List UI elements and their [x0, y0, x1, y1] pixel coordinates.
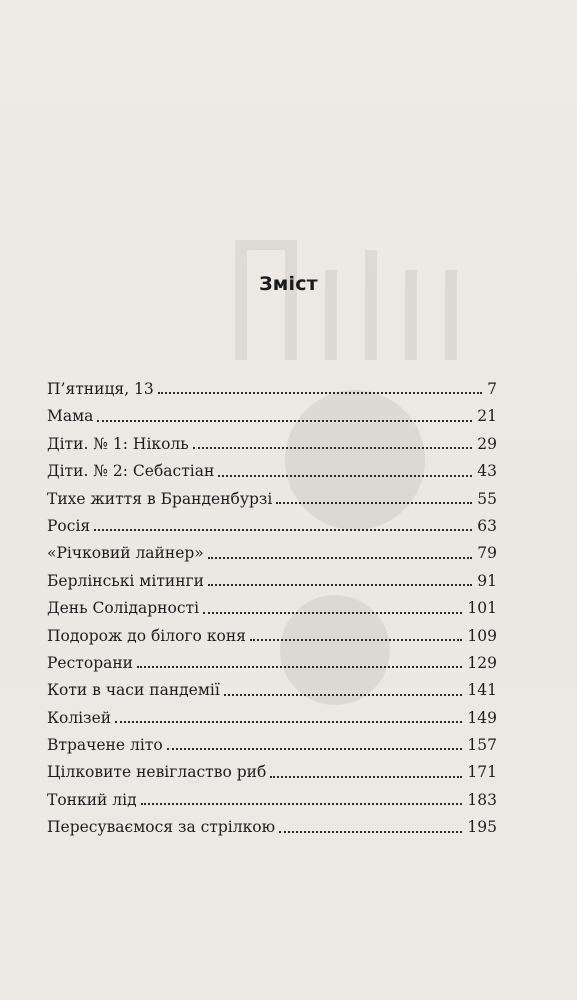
dot-leader: [203, 612, 462, 614]
toc-entry: [47, 513, 497, 540]
dot-leader: [115, 721, 462, 723]
toc-entry: [47, 595, 497, 622]
toc-entry-title: Колізей: [47, 708, 112, 727]
toc-entry: [47, 814, 497, 841]
toc-entry: [47, 705, 497, 732]
toc-entry-page-number: 21: [477, 407, 497, 426]
dot-leader: [250, 639, 462, 641]
dot-leader: [270, 776, 462, 778]
toc-entry-title: Мама: [47, 407, 94, 426]
toc-entry-title: Коти в часи пандемії: [47, 681, 220, 700]
dot-leader: [208, 557, 472, 559]
toc-entry-page-number: 101: [467, 599, 497, 618]
dot-leader: [141, 803, 463, 805]
dot-leader: [276, 502, 472, 504]
toc-entry: [47, 677, 497, 704]
toc-entry-title: П’ятниця, 13: [47, 380, 154, 398]
toc-entry-page-number: 91: [477, 571, 497, 590]
toc-entry: [47, 403, 497, 430]
page-title: Зміст: [259, 273, 318, 295]
toc-entry-page-number: 109: [467, 626, 497, 645]
toc-entry-title: Берлінські мітинги: [47, 571, 205, 590]
toc-entry: [47, 650, 497, 677]
toc-entry-title: Цілковите невігластво риб: [47, 763, 267, 782]
toc-entry-title: Росія: [47, 516, 91, 535]
dot-leader: [167, 748, 463, 750]
toc-entry-page-number: 171: [467, 763, 497, 782]
toc-entry-title: Втрачене літо: [47, 736, 163, 755]
toc-entry: [47, 732, 497, 759]
toc-entry-page-number: 7: [487, 380, 497, 398]
toc-entry: [47, 458, 497, 485]
toc-entry-title: Ресторани: [47, 653, 134, 672]
toc-entry: [47, 540, 497, 567]
table-of-contents: [47, 376, 497, 842]
toc-entry-title: Пересуваємося за стрілкою: [47, 818, 276, 837]
dot-leader: [193, 447, 473, 449]
toc-entry-page-number: 29: [477, 434, 497, 453]
toc-entry-page-number: 55: [477, 489, 497, 508]
toc-entry: [47, 623, 497, 650]
toc-entry: [47, 787, 497, 814]
dot-leader: [224, 694, 463, 696]
toc-entry-title: Подорож до білого коня: [47, 626, 246, 645]
toc-entry-title: Діти. № 2: Себастіан: [47, 462, 215, 481]
dot-leader: [158, 392, 482, 394]
dot-leader: [218, 475, 472, 477]
toc-entry-title: День Солідарності: [47, 599, 200, 618]
toc-entry: [47, 759, 497, 786]
dot-leader: [97, 420, 472, 422]
toc-entry: [47, 376, 497, 403]
toc-entry-page-number: 183: [467, 790, 497, 809]
toc-entry-page-number: 63: [477, 516, 497, 535]
toc-entry-page-number: 43: [477, 462, 497, 481]
toc-entry-page-number: 79: [477, 544, 497, 563]
toc-entry: [47, 431, 497, 458]
toc-entry-page-number: 157: [467, 736, 497, 755]
toc-entry-title: Тихе життя в Бранденбурзі: [47, 489, 273, 508]
dot-leader: [208, 584, 472, 586]
toc-entry-page-number: 129: [467, 653, 497, 672]
dot-leader: [94, 529, 472, 531]
toc-entry-page-number: 149: [467, 708, 497, 727]
toc-entry-title: Тонкий лід: [47, 790, 137, 809]
toc-entry-page-number: 141: [467, 681, 497, 700]
toc-entry: [47, 486, 497, 513]
toc-entry-title: Діти. № 1: Ніколь: [47, 434, 189, 453]
dot-leader: [279, 831, 462, 833]
toc-entry: [47, 568, 497, 595]
dot-leader: [137, 666, 462, 668]
toc-entry-title: «Річковий лайнер»: [47, 544, 204, 563]
toc-entry-page-number: 195: [467, 818, 497, 837]
